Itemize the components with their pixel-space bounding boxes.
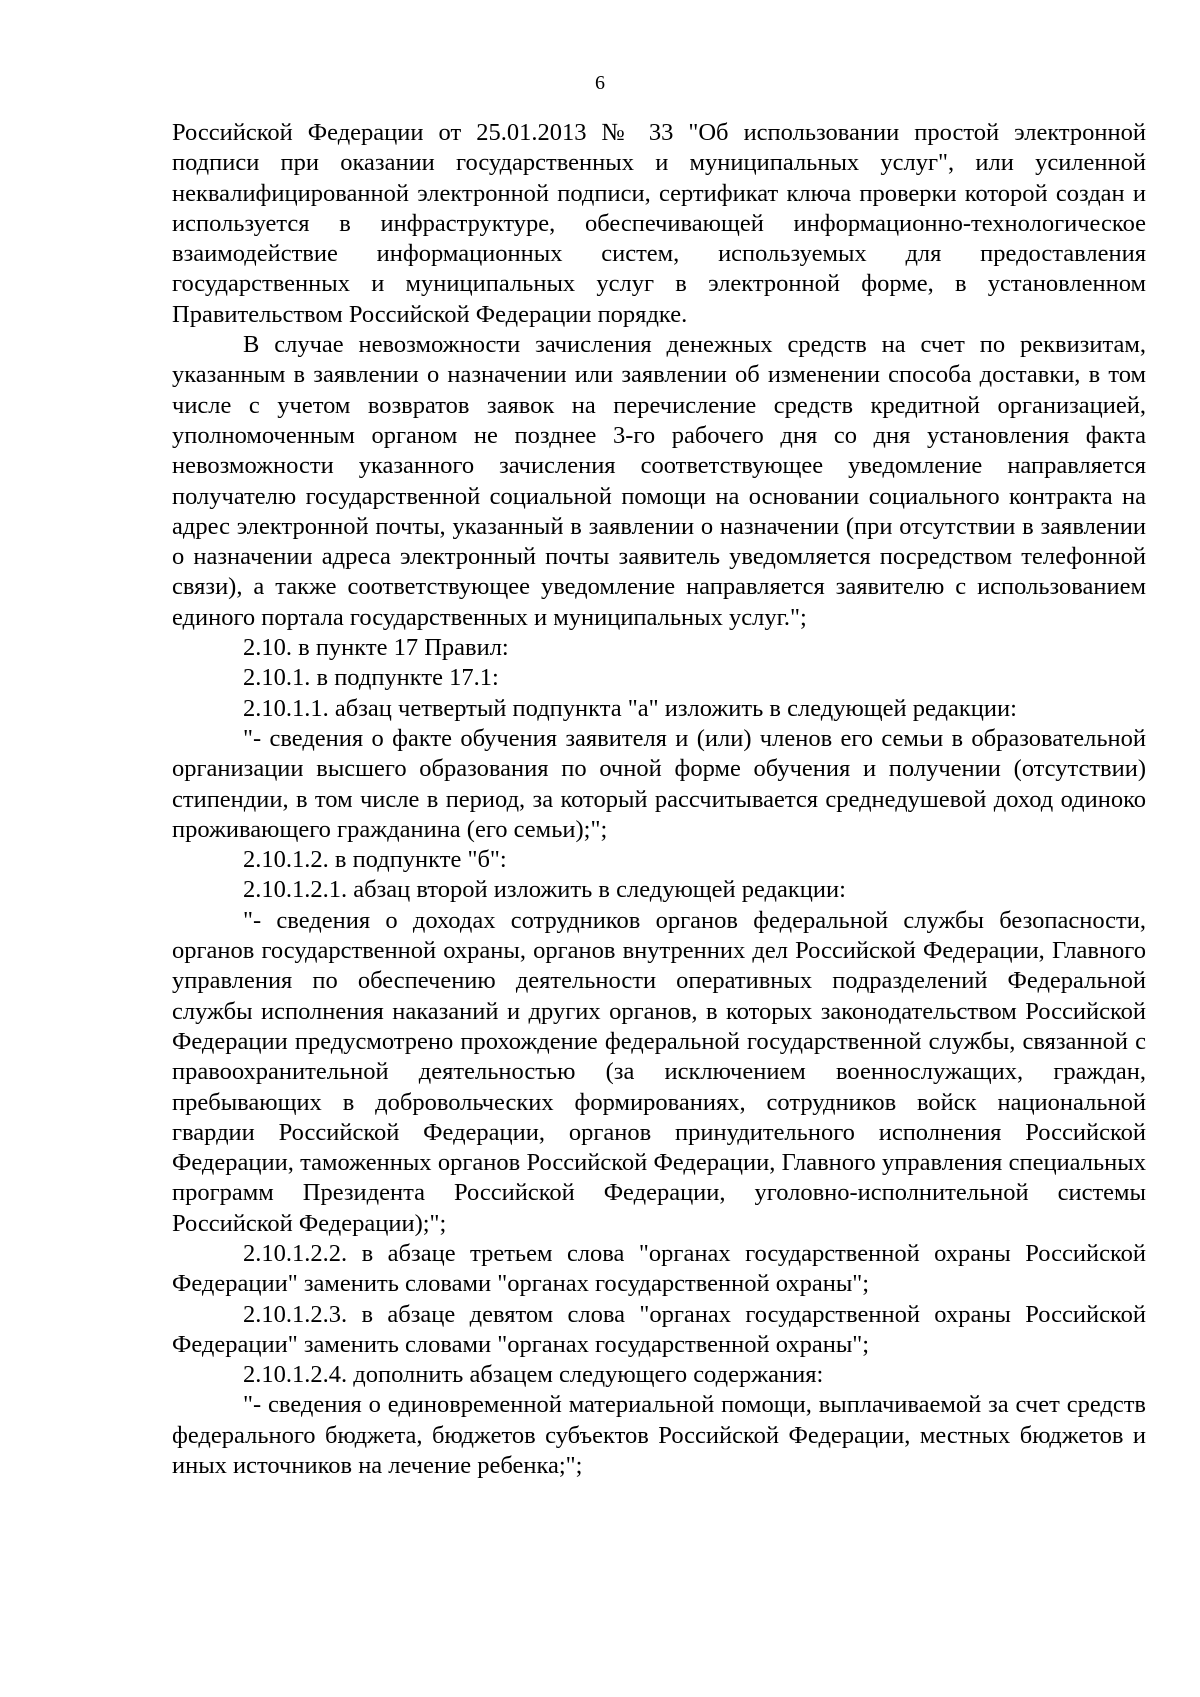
paragraph: "- сведения о факте обучения заявителя и (или) членов его семьи в образовательной организации высшего образования по очной форме обучения и получении (отсутствии) стипендии, в том числе в период, за который рассчитывается среднедушевой доход одиноко проживающего гражданина (его семьи);"; [172, 724, 1146, 843]
paragraph: 2.10.1.2.1. абзац второй изложить в следующей редакции: [243, 876, 846, 904]
paragraph: "- сведения о единовременной материальной помощи, выплачиваемой за счет средств федерального бюджета, бюджетов субъектов Российской Федерации, местных бюджетов и иных источников на лечение ребенка;"; [172, 1391, 1146, 1480]
paragraph: Российской Федерации от 25.01.2013 № 33 "Об использовании простой электронной подписи при оказании государственных и муниципальных услуг", или усиленной неквалифицированной электронной подписи, сертификат ключа проверки которой создан и используется в инфраструктуре, обеспечивающей информационно-технологическое взаимодействие информационных систем, используемых для предоставления государственных и муниципальных услуг в электронной форме, в установленном Правительством Российской Федерации порядке. [172, 119, 1146, 328]
paragraph: В случае невозможности зачисления денежных средств на счет по реквизитам, указанным в заявлении о назначении или заявлении об изменении способа доставки, в том числе с учетом возвратов заявок на перечисление средств кредитной организацией, уполномоченным органом не позднее 3-го рабочего дня со дня установления факта невозможности указанного зачисления соответствующее уведомление направляется получателю государственной социальной помощи на основании социального контракта на адрес электронной почты, указанный в заявлении о назначении (при отсутствии в заявлении о назначении адреса электронный почты заявитель уведомляется посредством телефонной связи), а также соответствующее уведомление направляется заявителю с использованием единого портала государственных и муниципальных услуг."; [172, 331, 1146, 631]
paragraph: 2.10.1.2. в подпункте "б": [243, 846, 507, 874]
paragraph: 2.10.1. в подпункте 17.1: [243, 664, 499, 692]
page-number: 6 [595, 72, 605, 94]
paragraph: 2.10.1.1. абзац четвертый подпункта "а" изложить в следующей редакции: [243, 694, 1017, 722]
paragraph: "- сведения о доходах сотрудников органов федеральной службы безопасности, органов государственной охраны, органов внутренних дел Российской Федерации, Главного управления по обеспечению деятельности оперативных подразделений Федеральной службы исполнения наказаний и других органов, в которых законодательством Российской Федерации предусмотрено прохождение федеральной государственной службы, связанной с правоохранительной деятельностью (за исключением военнослужащих, граждан, пребывающих в добровольческих формированиях, сотрудников войск национальной гвардии Российской Федерации, органов принудительного исполнения Российской Федерации, таможенных органов Российской Федерации, Главного управления специальных программ Президента Российской Федерации, уголовно-исполнительной системы Российской Федерации);"; [172, 906, 1146, 1237]
paragraph: 2.10. в пункте 17 Правил: [243, 634, 509, 662]
paragraph: 2.10.1.2.4. дополнить абзацем следующего содержания: [243, 1361, 824, 1389]
document-body [172, 118, 1146, 1481]
paragraph: 2.10.1.2.3. в абзаце девятом слова "органах государственной охраны Российской Федерации" заменить словами "органах государственной охраны"; [172, 1300, 1146, 1358]
paragraph: 2.10.1.2.2. в абзаце третьем слова "органах государственной охраны Российской Федерации" заменить словами "органах государственной охраны"; [172, 1239, 1146, 1298]
